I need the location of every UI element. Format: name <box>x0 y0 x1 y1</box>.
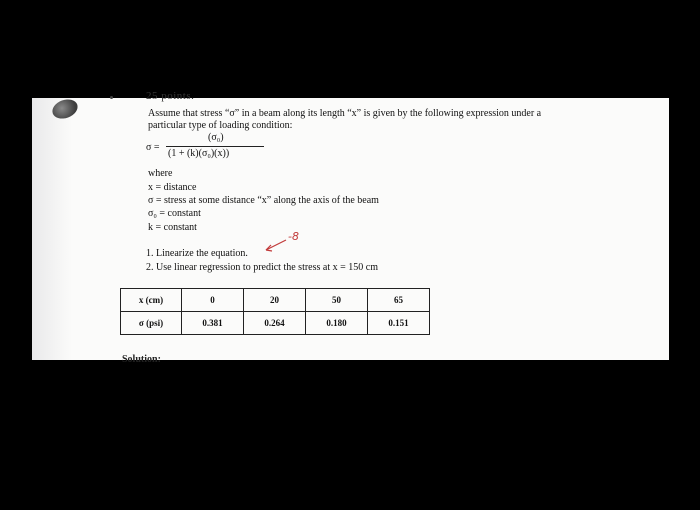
where-label: where <box>148 168 173 179</box>
table-cell: 0.151 <box>368 312 430 335</box>
definition-x: x = distance <box>148 182 197 193</box>
scanned-page <box>32 90 669 365</box>
table-cell: 65 <box>368 289 430 312</box>
equation-denominator: (1 + (k)(σ₀)(x)) <box>168 148 230 159</box>
grader-arrow-icon <box>262 238 288 254</box>
definition-sigma: σ = stress at some distance “x” along the axis of the beam <box>148 195 379 206</box>
intro-line-2: particular type of loading condition: <box>148 120 293 131</box>
task-2: 2. Use linear regression to predict the stress at x = 150 cm <box>146 262 378 273</box>
equation-lhs: σ = <box>146 142 160 153</box>
data-table <box>120 288 430 335</box>
points-header: 25 points. <box>146 90 195 102</box>
page-fold-shadow <box>32 98 72 360</box>
grader-mark: -8 <box>288 230 299 243</box>
intro-line-1: Assume that stress “σ” in a beam along its length “x” is given by the following expression under a <box>148 108 542 119</box>
table-header-sigma: σ (psi) <box>121 312 182 335</box>
table-header-x: x (cm) <box>121 289 182 312</box>
table-cell: 0.180 <box>306 312 368 335</box>
table-row <box>121 289 430 312</box>
equation-numerator: (σ₀) <box>208 132 224 143</box>
table-row <box>121 312 430 335</box>
task-1: 1. Linearize the equation. <box>146 248 248 259</box>
definition-sigma0: σ₀ = constant <box>148 208 201 219</box>
table-cell: 0.264 <box>244 312 306 335</box>
table-cell: 50 <box>306 289 368 312</box>
table-cell: 0 <box>182 289 244 312</box>
solution-heading: Solution: <box>122 354 161 365</box>
definition-k: k = constant <box>148 222 197 233</box>
table-cell: 0.381 <box>182 312 244 335</box>
speck <box>110 96 113 99</box>
fraction-bar <box>166 146 264 147</box>
table-cell: 20 <box>244 289 306 312</box>
